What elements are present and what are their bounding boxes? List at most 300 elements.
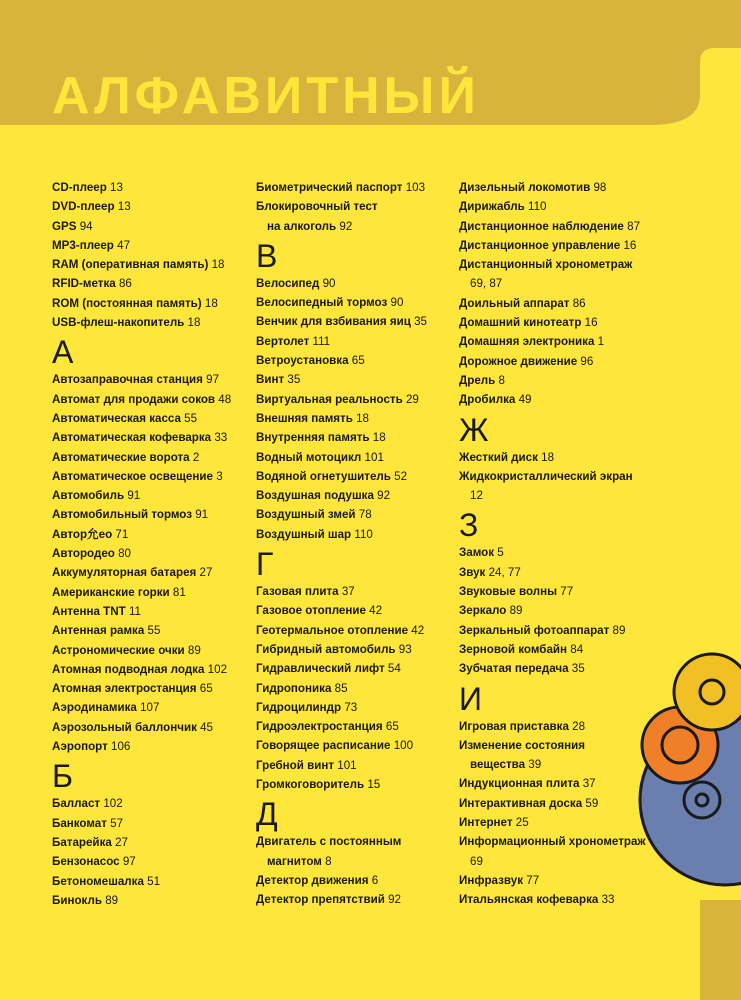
index-entry — [52, 833, 252, 852]
index-term: Гибридный автомобиль — [256, 642, 396, 656]
index-term: Астрономические очки — [52, 643, 185, 657]
index-entry — [52, 794, 252, 813]
index-term: Дробилка — [459, 393, 516, 407]
index-pages: 103 — [405, 181, 426, 194]
index-term: Говорящее расписание — [256, 739, 391, 753]
index-pages: 93 — [398, 642, 412, 656]
index-term-continuation-text: вещества — [470, 758, 526, 772]
index-entry — [52, 525, 252, 544]
index-pages: 33 — [601, 893, 615, 907]
index-term: Зубчатая передача — [459, 662, 569, 676]
index-letter-heading: Г — [256, 546, 274, 583]
index-term: Индукционная плита — [459, 777, 580, 791]
index-term: Воздушный шар — [256, 527, 352, 541]
index-pages: 42 — [411, 623, 425, 637]
index-pages: 65 — [351, 354, 365, 368]
index-entry — [459, 390, 659, 409]
index-term: GPS — [52, 219, 77, 233]
index-term: DVD-плеер — [52, 200, 115, 214]
index-entry — [256, 448, 456, 467]
index-pages: 85 — [334, 681, 348, 695]
index-term: Аэрозольный баллончик — [52, 720, 197, 734]
index-letter-heading: Б — [52, 758, 73, 795]
index-entry — [256, 832, 456, 871]
index-entry — [256, 756, 456, 775]
index-pages: 73 — [344, 700, 358, 714]
index-term: Бинокль — [52, 893, 102, 907]
index-term: Автоматические ворота — [52, 450, 190, 464]
index-term-continuation — [459, 486, 659, 505]
index-term: Гребной винт — [256, 758, 335, 772]
index-entry — [256, 428, 456, 447]
index-term-continuation-text: магнитом — [267, 854, 322, 868]
index-term: Велосипедный тормоз — [256, 296, 388, 310]
index-entry — [52, 178, 252, 197]
index-term: Дирижабль — [459, 200, 525, 214]
index-pages: 110 — [528, 200, 547, 214]
index-term: Дизельный локомотив — [459, 181, 591, 194]
index-entry — [52, 313, 252, 332]
index-pages: 101 — [337, 758, 357, 772]
index-entry — [52, 428, 252, 447]
index-pages: 78 — [358, 508, 372, 522]
index-term: Бензонасос — [52, 855, 120, 869]
index-term: Водяной огнетушитель — [256, 469, 391, 483]
index-term: Геотермальное отопление — [256, 623, 409, 637]
index-entry — [459, 890, 659, 909]
index-term: Дистанционное наблюдение — [459, 219, 624, 233]
index-entry — [459, 236, 659, 255]
index-pages: 18 — [211, 258, 225, 272]
index-entry — [459, 659, 659, 678]
index-entry — [52, 872, 252, 891]
index-entry — [459, 774, 659, 793]
index-term: Замок — [459, 546, 495, 560]
index-entry — [52, 409, 252, 428]
index-term: Итальянская кофеварка — [459, 893, 599, 907]
index-term: Жесткий диск — [459, 450, 538, 464]
index-entry — [52, 660, 252, 679]
index-pages: 37 — [582, 777, 596, 791]
index-entry — [52, 390, 252, 409]
index-pages: 55 — [184, 411, 198, 425]
index-entry — [256, 621, 456, 640]
index-pages: 18 — [356, 411, 369, 425]
index-entry — [459, 178, 659, 197]
index-term: Балласт — [52, 797, 101, 811]
index-term: Аэродинамика — [52, 701, 137, 715]
index-term: Аэропорт — [52, 740, 108, 754]
index-entry — [52, 294, 252, 313]
index-entry — [256, 409, 456, 428]
index-pages: 90 — [390, 296, 404, 310]
index-pages: 47 — [117, 238, 131, 252]
index-pages: 97 — [122, 855, 136, 869]
index-entry — [459, 871, 659, 890]
index-pages: 91 — [127, 489, 141, 503]
index-pages: 24, 77 — [488, 565, 521, 579]
index-entry — [256, 197, 456, 236]
index-entry — [256, 370, 456, 389]
index-pages: 65 — [199, 682, 213, 696]
index-pages: 18 — [541, 450, 555, 464]
index-entry — [52, 621, 252, 640]
index-pages: 57 — [110, 816, 124, 830]
index-entry — [459, 543, 659, 562]
index-term: Информационный хронометраж — [459, 835, 646, 849]
index-term: Жидкокристаллический экран — [459, 469, 633, 483]
index-letter-heading: В — [256, 237, 278, 274]
index-term: Велосипед — [256, 276, 320, 290]
index-term: Интерактивная доска — [459, 796, 583, 810]
index-pages: 33 — [214, 431, 228, 445]
index-term: Игровая приставка — [459, 719, 569, 733]
index-term: ROM (постоянная память) — [52, 296, 202, 310]
index-entry — [256, 274, 456, 293]
index-pages: 13 — [117, 200, 131, 214]
index-entry — [256, 890, 456, 909]
index-pages: 25 — [515, 816, 529, 830]
index-term-continuation-text: на алкоголь — [267, 219, 337, 233]
index-pages: 100 — [393, 739, 414, 753]
index-pages: 45 — [200, 720, 214, 734]
index-term: Ветроустановка — [256, 354, 349, 368]
index-entry — [256, 698, 456, 717]
index-term: Виртуальная реальность — [256, 392, 403, 406]
index-pages: 92 — [388, 893, 402, 907]
index-pages: 54 — [387, 662, 401, 676]
index-pages: 6 — [371, 873, 379, 887]
index-entry — [52, 602, 252, 621]
index-term: Зерновой комбайн — [459, 642, 568, 656]
index-term: Домашний кинотеатр — [459, 316, 582, 330]
index-term: Биометрический паспорт — [256, 181, 403, 194]
index-entry — [256, 390, 456, 409]
index-term: MP3-плеер — [52, 238, 114, 252]
index-term: Воздушный змей — [256, 508, 356, 522]
index-entry — [52, 197, 252, 216]
index-entry — [459, 332, 659, 351]
index-pages: 69, 87 — [470, 277, 503, 291]
index-entry — [52, 583, 252, 602]
index-entry — [256, 871, 456, 890]
small-blue-gear-icon — [684, 782, 720, 818]
index-entry — [52, 718, 252, 737]
index-pages: 15 — [367, 778, 381, 792]
index-term: Гидропоника — [256, 681, 332, 695]
index-pages: 16 — [584, 316, 598, 330]
index-entry — [256, 717, 456, 736]
index-term: Гидравлический лифт — [256, 662, 385, 676]
index-pages: 1 — [597, 335, 605, 349]
index-entry — [52, 274, 252, 293]
index-term: CD-плеер — [52, 181, 107, 194]
index-term: Атомная электростанция — [52, 682, 197, 696]
index-term: Бетономешалка — [52, 874, 144, 888]
index-term: Американские горки — [52, 585, 170, 599]
index-entry — [52, 563, 252, 582]
index-entry — [52, 852, 252, 871]
index-term: Гидроэлектростанция — [256, 720, 383, 734]
index-pages: 37 — [341, 585, 355, 599]
index-pages: 111 — [312, 334, 331, 348]
index-term: Автоматическая кофеварка — [52, 431, 212, 445]
index-term: Антенная рамка — [52, 624, 145, 638]
index-pages: 90 — [322, 276, 336, 290]
index-pages: 97 — [206, 373, 220, 387]
index-term: Водный мотоцикл — [256, 450, 362, 464]
index-term: Автор允еo — [52, 527, 113, 541]
index-letter-heading: Д — [256, 796, 278, 833]
index-term-continuation — [459, 274, 659, 293]
index-entry — [256, 312, 456, 331]
index-entry — [52, 698, 252, 717]
index-entry — [256, 736, 456, 755]
index-pages: 84 — [570, 642, 584, 656]
index-pages: 3 — [216, 469, 223, 483]
index-pages: 8 — [325, 854, 332, 868]
index-entry — [459, 640, 659, 659]
index-pages: 98 — [593, 181, 607, 194]
index-pages: 102 — [207, 662, 228, 676]
index-entry — [459, 813, 659, 832]
index-entry — [52, 370, 252, 389]
index-entry — [459, 217, 659, 236]
yellow-gear-icon — [674, 654, 741, 730]
index-entry — [459, 832, 659, 871]
index-term: Инфразвук — [459, 873, 524, 887]
index-pages: 69 — [470, 854, 483, 868]
index-pages: 55 — [147, 624, 161, 638]
index-term: Громкоговоритель — [256, 778, 365, 792]
index-entry — [459, 717, 659, 736]
index-entry — [256, 601, 456, 620]
index-pages: 71 — [115, 527, 129, 541]
index-entry — [52, 737, 252, 756]
index-pages: 101 — [364, 450, 384, 464]
index-pages: 92 — [339, 219, 353, 233]
index-entry — [52, 486, 252, 505]
index-term: Автомобиль — [52, 489, 125, 503]
index-entry — [52, 641, 252, 660]
index-entry — [459, 601, 659, 620]
index-pages: 94 — [79, 219, 93, 233]
index-entry — [52, 814, 252, 833]
index-entry — [256, 640, 456, 659]
index-term: RAM (оперативная память) — [52, 258, 209, 272]
index-term: Дистанционный хронометраж — [459, 258, 633, 272]
index-entry — [256, 582, 456, 601]
index-term: Автоматическое освещение — [52, 469, 213, 483]
index-term: Зеркальный фотоаппарат — [459, 623, 610, 637]
index-pages: 18 — [372, 431, 386, 445]
index-letter-heading: И — [459, 680, 482, 717]
index-pages: 13 — [110, 181, 123, 194]
index-entry — [459, 313, 659, 332]
index-pages: 18 — [187, 316, 201, 330]
index-entry — [256, 659, 456, 678]
index-entry — [256, 178, 456, 197]
index-pages: 91 — [195, 508, 209, 522]
index-term-continuation — [256, 852, 456, 871]
index-term: Изменение состояния — [459, 738, 586, 752]
index-pages: 11 — [128, 604, 141, 618]
index-term: Венчик для взбивания яиц — [256, 315, 411, 329]
index-entry — [256, 467, 456, 486]
index-term: Автомобильный тормоз — [52, 508, 192, 522]
index-pages: 107 — [140, 701, 160, 715]
index-entry — [459, 736, 659, 775]
index-pages: 102 — [103, 797, 123, 811]
index-entry — [459, 467, 659, 506]
index-entry — [459, 197, 659, 216]
index-pages: 81 — [172, 585, 186, 599]
index-entry — [256, 525, 456, 544]
index-pages: 92 — [377, 489, 391, 503]
index-term: Звук — [459, 565, 486, 579]
index-entry — [52, 217, 252, 236]
index-pages: 18 — [204, 296, 218, 310]
index-pages: 16 — [623, 238, 637, 252]
index-term: Внутренняя память — [256, 431, 370, 445]
index-entry — [256, 505, 456, 524]
index-pages: 39 — [528, 758, 542, 772]
index-entry — [52, 448, 252, 467]
index-entry — [459, 294, 659, 313]
index-entry — [52, 679, 252, 698]
index-term: USB-флеш-накопитель — [52, 316, 185, 330]
index-pages: 110 — [354, 527, 373, 541]
index-pages: 28 — [572, 719, 586, 733]
index-term: Интернет — [459, 816, 513, 830]
index-entry — [459, 352, 659, 371]
gears-illustration — [630, 640, 741, 930]
index-term: Вертолет — [256, 334, 310, 348]
index-pages: 48 — [218, 392, 232, 406]
index-term: Гидроцилиндр — [256, 700, 342, 714]
index-entry — [459, 794, 659, 813]
index-pages: 86 — [118, 277, 132, 291]
page-title: АЛФАВИТНЫЙ УКАЗАТЕЛЬ — [52, 67, 480, 177]
index-pages: 80 — [118, 547, 131, 561]
index-term: Блокировочный тест — [256, 200, 378, 214]
index-entry — [52, 544, 252, 563]
index-pages: 27 — [199, 566, 213, 580]
index-term: Детектор препятствий — [256, 893, 385, 907]
index-term: Внешняя память — [256, 411, 353, 425]
index-pages: 27 — [115, 835, 128, 849]
index-term: Домашняя электроника — [459, 335, 595, 349]
index-pages: 86 — [572, 296, 586, 310]
index-pages: 51 — [147, 874, 161, 888]
index-term: Аккумуляторная батарея — [52, 566, 197, 580]
index-pages: 89 — [187, 643, 201, 657]
index-pages: 77 — [526, 873, 540, 887]
index-term: Винт — [256, 373, 285, 387]
index-term-continuation — [256, 217, 456, 236]
index-letter-heading: З — [459, 507, 479, 544]
index-term: Воздушная подушка — [256, 489, 374, 503]
index-pages: 12 — [470, 489, 483, 503]
index-term: Детектор движения — [256, 873, 369, 887]
index-entry — [256, 351, 456, 370]
index-pages: 89 — [612, 623, 626, 637]
index-pages: 42 — [369, 604, 383, 618]
index-pages: 2 — [192, 450, 200, 464]
index-term: Газовая плита — [256, 585, 339, 599]
index-entry — [459, 563, 659, 582]
index-entry — [459, 582, 659, 601]
index-entry — [52, 236, 252, 255]
index-letter-heading: А — [52, 334, 74, 371]
index-pages: 49 — [518, 393, 532, 407]
index-entry — [459, 448, 659, 467]
index-pages: 35 — [287, 373, 301, 387]
index-entry — [256, 775, 456, 794]
index-term: Атомная подводная лодка — [52, 662, 205, 676]
index-term: Автозаправочная станция — [52, 373, 203, 387]
index-pages: 96 — [580, 354, 594, 368]
index-pages: 35 — [571, 662, 585, 676]
index-entry — [52, 505, 252, 524]
index-pages: 89 — [509, 604, 523, 618]
index-pages: 52 — [394, 469, 408, 483]
index-pages: 77 — [560, 585, 574, 599]
index-entry — [459, 371, 659, 390]
index-entry — [256, 293, 456, 312]
index-term: Звуковые волны — [459, 585, 558, 599]
index-term: Банкомат — [52, 816, 107, 830]
index-column-1 — [52, 178, 252, 910]
index-entry — [459, 621, 659, 640]
index-pages: 59 — [585, 796, 599, 810]
index-pages: 65 — [385, 720, 399, 734]
index-letter-heading: Ж — [459, 411, 489, 448]
index-term: RFID-метка — [52, 277, 116, 291]
index-pages: 106 — [111, 740, 131, 754]
index-term-continuation — [459, 852, 659, 871]
index-term: Дрель — [459, 373, 496, 387]
index-entry — [256, 679, 456, 698]
index-pages: 87 — [627, 219, 641, 233]
index-term: Автомат для продажи соков — [52, 392, 216, 406]
index-pages: 5 — [497, 546, 504, 560]
index-term: Дорожное движение — [459, 354, 578, 368]
index-pages: 29 — [405, 392, 419, 406]
index-entry — [256, 486, 456, 505]
index-term: Доильный аппарат — [459, 296, 570, 310]
index-term: Газовое отопление — [256, 604, 366, 618]
index-term: Автоматическая касса — [52, 411, 181, 425]
index-entry — [459, 255, 659, 294]
index-term: Двигатель с постоянным — [256, 835, 402, 849]
index-term: Автородео — [52, 547, 115, 561]
index-column-2 — [256, 178, 456, 910]
index-pages: 89 — [105, 893, 119, 907]
index-pages: 35 — [414, 315, 428, 329]
index-term-continuation — [459, 755, 659, 774]
index-entry — [52, 891, 252, 910]
index-entry — [256, 332, 456, 351]
index-column-3 — [459, 178, 659, 910]
index-entry — [52, 467, 252, 486]
index-entry — [52, 255, 252, 274]
index-pages: 8 — [498, 373, 505, 387]
index-term: Антенна TNT — [52, 604, 126, 618]
index-term: Дистанционное управление — [459, 238, 621, 252]
index-term: Зеркало — [459, 604, 507, 618]
index-term: Батарейка — [52, 835, 112, 849]
